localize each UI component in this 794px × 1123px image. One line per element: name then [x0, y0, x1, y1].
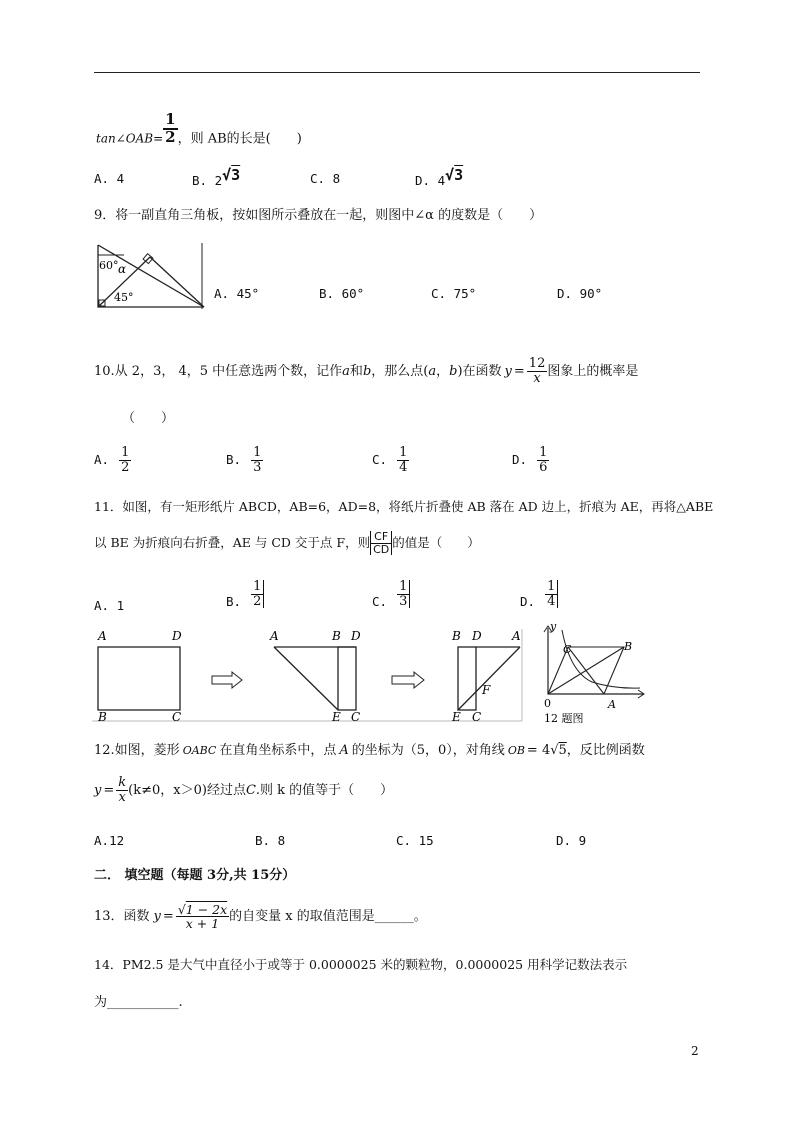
q9-option-d: D. 90° — [557, 286, 603, 301]
fig1-rect — [98, 647, 180, 710]
q9-fig-alpha: α — [118, 262, 127, 276]
q12-function: y = $\frac{k}{x}$ (k≠0，x＞0)经过点 C .则 k 的值等于（ ） — [94, 775, 394, 805]
svg-text:B: B — [452, 629, 461, 643]
svg-text:C: C — [563, 643, 572, 656]
q10-option-d: D. $\frac{1}{6}$ — [512, 445, 548, 475]
svg-text:D: D — [351, 629, 361, 643]
q9-fig-45: 45° — [114, 291, 134, 304]
fig2 — [269, 629, 361, 724]
q8-option-d: D. 4√3 — [415, 166, 464, 188]
q11-option-d: D. $\frac{1}{4}$ — [520, 580, 558, 609]
svg-text:C: C — [172, 710, 182, 724]
svg-text:B: B — [98, 710, 107, 724]
svg-text:C: C — [351, 710, 361, 724]
svg-text:D: D — [172, 629, 182, 643]
q12-option-c: C. 15 — [396, 833, 434, 848]
q11-figures — [92, 624, 652, 726]
q9-option-c: C. 75° — [431, 286, 477, 301]
q9-option-a: A. 45° — [214, 286, 260, 301]
q12-stem: 12.如图，菱形 OABC 在直角坐标系中，点 A 的坐标为（5，0），对角线 OB = 4 √ 5 ，反比例函数 — [94, 743, 645, 758]
q12-option-a: A.12 — [94, 833, 125, 848]
q12-option-d: D. 9 — [556, 833, 587, 848]
q8-stem: tan∠OAB= $\frac{1}{2}$ ，则 AB的长是( ) — [96, 110, 302, 147]
arrow-1 — [212, 672, 242, 688]
q8-option-a: A. 4 — [94, 171, 125, 186]
svg-text:0: 0 — [544, 697, 551, 710]
svg-text:E: E — [452, 710, 461, 724]
q10-stem: 10.从 2，3， 4，5 中任意选两个数，记作 a 和 b ，那么点( a ， b )在函数 y = $\frac{12}{x}$ 图象上的概率是 — [94, 356, 639, 386]
q8-option-b: B. 2√3 — [192, 166, 241, 188]
svg-text:D: D — [472, 629, 482, 643]
svg-text:B: B — [332, 629, 341, 643]
q11-option-c: C. $\frac{1}{3}$ — [372, 580, 410, 609]
q14-line1: 14．PM2.5 是大气中直径小于或等于 0.0000025 米的颗粒物，0.0000025 用科学记数法表示 — [94, 957, 628, 972]
q13-stem: 13．函数 y = $\frac{√1 - 2x}{x + 1}$ 的自变量 x 的取值范围是______。 — [94, 902, 427, 932]
q10-option-a: A. $\frac{1}{2}$ — [94, 445, 130, 475]
svg-text:A: A — [608, 698, 616, 711]
svg-text:12 题图: 12 题图 — [544, 712, 584, 725]
svg-text:y: y — [550, 624, 557, 633]
svg-text:A: A — [512, 629, 521, 643]
svg-text:E: E — [332, 710, 341, 724]
arrow-2 — [392, 672, 424, 688]
svg-text:A: A — [270, 629, 279, 643]
q10-paren: （ ） — [122, 411, 175, 426]
svg-text:C: C — [472, 710, 482, 724]
q14-line2: 为___________. — [94, 995, 183, 1010]
header-rule — [94, 72, 700, 73]
svg-text:B: B — [624, 640, 633, 653]
q9-figure — [94, 243, 206, 311]
q9-stem: 9．将一副直角三角板，按如图所示叠放在一起，则图中∠α 的度数是（ ） — [94, 208, 543, 223]
q9-fig-60: 60° — [99, 259, 119, 272]
q11-option-b: B. $\frac{1}{2}$ — [226, 580, 264, 609]
q11-line2: 以 BE 为折痕向右折叠，AE 与 CD 交于点 F，则 $\frac{CF}{CD}$ 的值是（ ） — [94, 530, 480, 556]
q11-line1: 11．如图，有一矩形纸片 ABCD，AB=6，AD=8，将纸片折叠使 AB 落在 AD 边上，折痕为 AE，再将△ABE — [94, 499, 714, 514]
q10-option-b: B. $\frac{1}{3}$ — [226, 445, 262, 475]
q8-option-c: C. 8 — [310, 171, 341, 186]
svg-text:A: A — [98, 629, 107, 643]
page-number: 2 — [691, 1044, 699, 1058]
q10-option-c: C. $\frac{1}{4}$ — [372, 445, 408, 475]
fig4-q12-graph — [544, 624, 644, 725]
q11-option-a: A. 1 — [94, 598, 125, 613]
fig3 — [451, 629, 521, 724]
section-2-heading: 二． 填空题（每题 3分,共 15分） — [94, 868, 296, 883]
q9-option-b: B. 60° — [319, 286, 365, 301]
q12-option-b: B. 8 — [255, 833, 286, 848]
svg-text:F: F — [482, 683, 491, 697]
q8-fraction: $\frac{1}{2}$ — [165, 110, 176, 146]
